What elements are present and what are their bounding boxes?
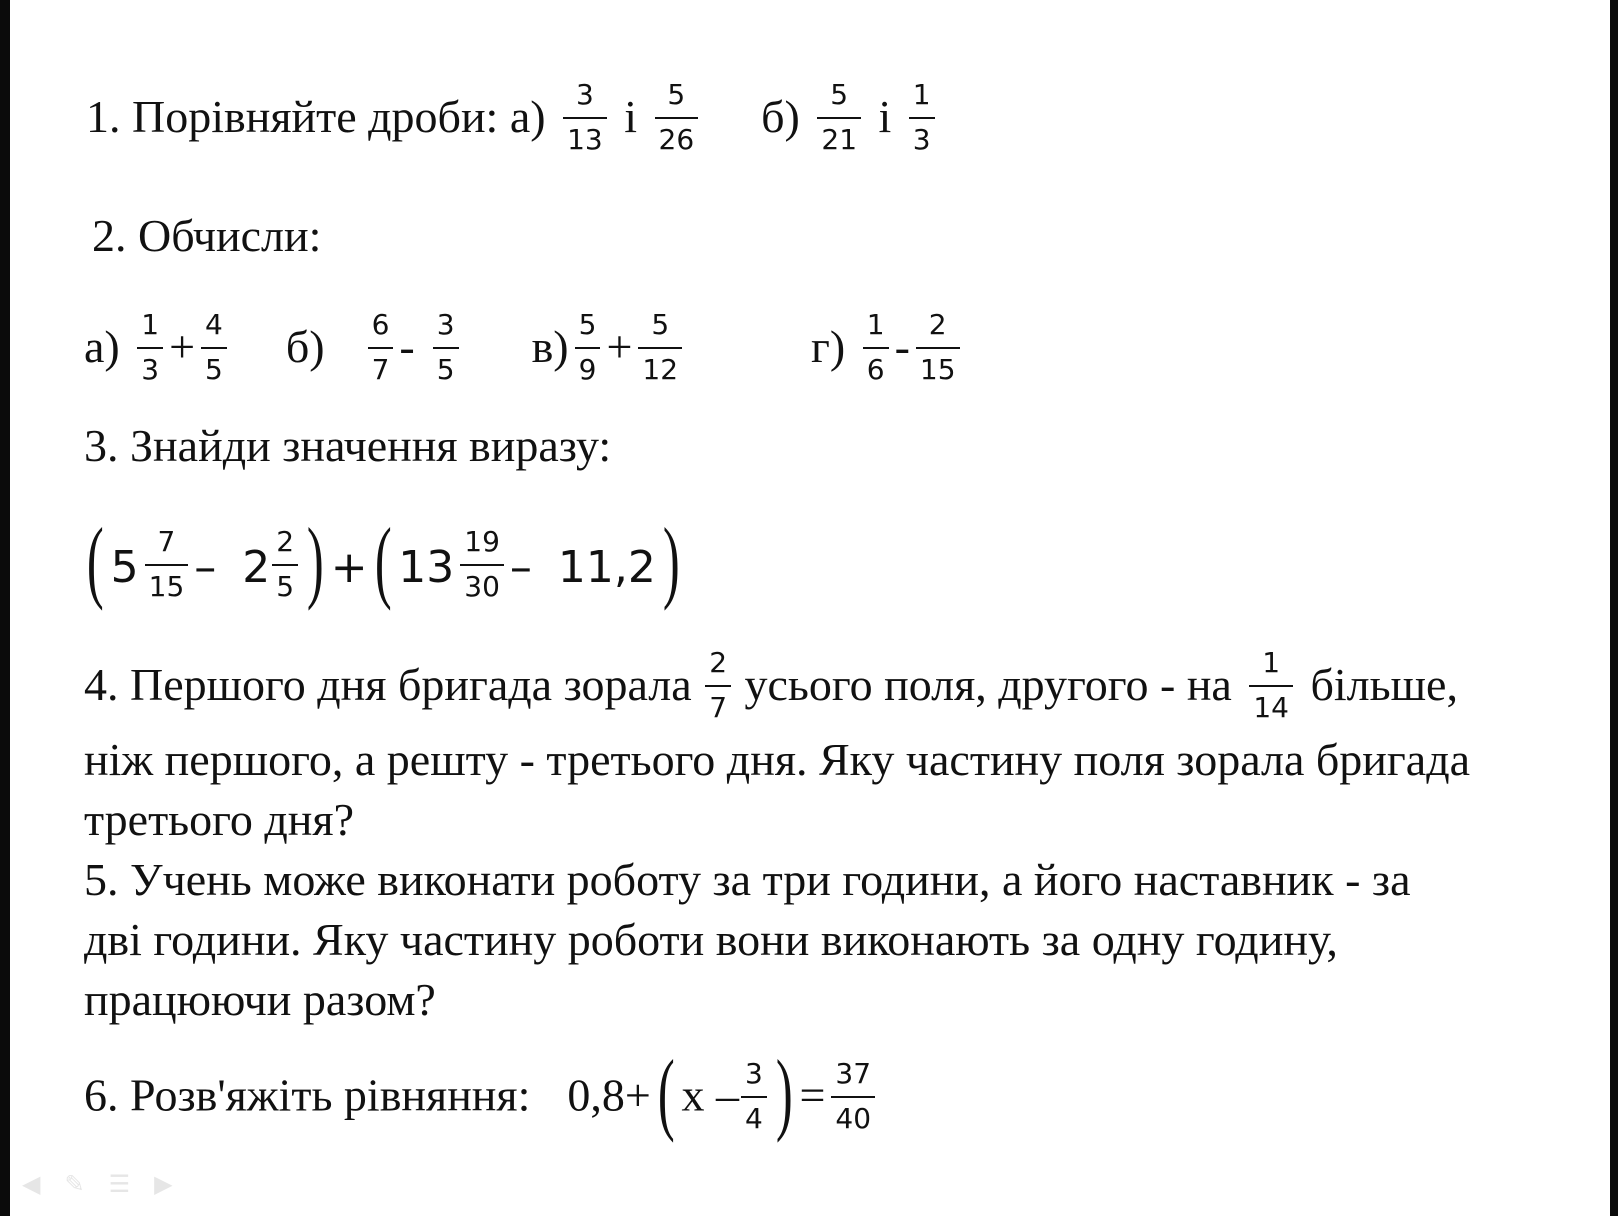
fraction-1-3: $\frac{1}{3}$ [909,78,935,157]
task3-expression: ( 5 $\frac{7}{15}$ – 2 $\frac{2}{5}$ ) +( 13 $\frac{19}{30}$ – 11,2) [86,509,680,611]
fraction-1-14: $\frac{1}{14}$ [1249,646,1293,725]
task2-item-b: б) $\frac{6}{7}$ - $\frac{3}{5}$ [286,321,476,372]
task4-line3: третього дня? [84,794,354,845]
menu-icon[interactable]: ☰ [108,1170,131,1198]
fraction-3-4: $\frac{3}{4}$ [741,1057,767,1136]
fraction-2-7: $\frac{2}{7}$ [705,646,731,725]
task1-a-conj: і [624,91,637,143]
task5-line2: дві години. Яку частину роботи вони виконають за одну годину, [84,914,1338,965]
task5-line3: працюючи разом? [84,974,436,1025]
next-slide-icon[interactable]: ▶ [154,1170,173,1198]
task5-line1: 5. Учень може виконати роботу за три години, а його наставник - за [84,854,1411,905]
task4-line2: ніж першого, а решту - третього дня. Яку частину поля зорала бригада [84,734,1471,785]
task3-heading: 3. Знайди значення виразу: [84,420,612,471]
task1-b-label: б) [761,91,800,143]
pen-icon[interactable]: ✎ [64,1170,85,1198]
fraction-5-21: $\frac{5}{21}$ [817,78,861,157]
previous-slide-icon[interactable]: ◀ [22,1170,41,1198]
slide-frame-right [1610,0,1618,1216]
fraction-5-26: $\frac{5}{26}$ [655,78,699,157]
task2-items-line [84,308,966,391]
fraction-37-40: $\frac{37}{40}$ [831,1057,875,1136]
task2-item-g: г) $\frac{1}{6}$ - $\frac{2}{15}$ [811,321,965,372]
task1-label: 1. Порівняйте дроби: а) [86,91,546,143]
task2-item-a: а) $\frac{1}{3}$ + $\frac{4}{5}$ [84,321,244,372]
slide-frame-left [0,0,10,1216]
task2-heading: 2. Обчисли: [92,210,322,261]
slideshow-controls[interactable] [22,1170,173,1198]
fraction-3-13: $\frac{3}{13}$ [563,78,607,157]
task4-line1: 4. Першого дня бригада зорала $\frac{2}{7}$ усього поля, другого - на $\frac{1}{14}$ більше, [84,646,1458,724]
task1-b-conj: і [878,91,892,143]
task6-label: 6. Розв'яжіть рівняння: [84,1069,531,1121]
task2-item-v: в) $\frac{5}{9}$ + $\frac{5}{12}$ [532,321,700,372]
task1-line [86,78,941,161]
task6-line: 6. Розв'яжіть рівняння: 0,8+( x – $\frac{3}{4}$ ) = $\frac{37}{40}$ [84,1054,881,1146]
